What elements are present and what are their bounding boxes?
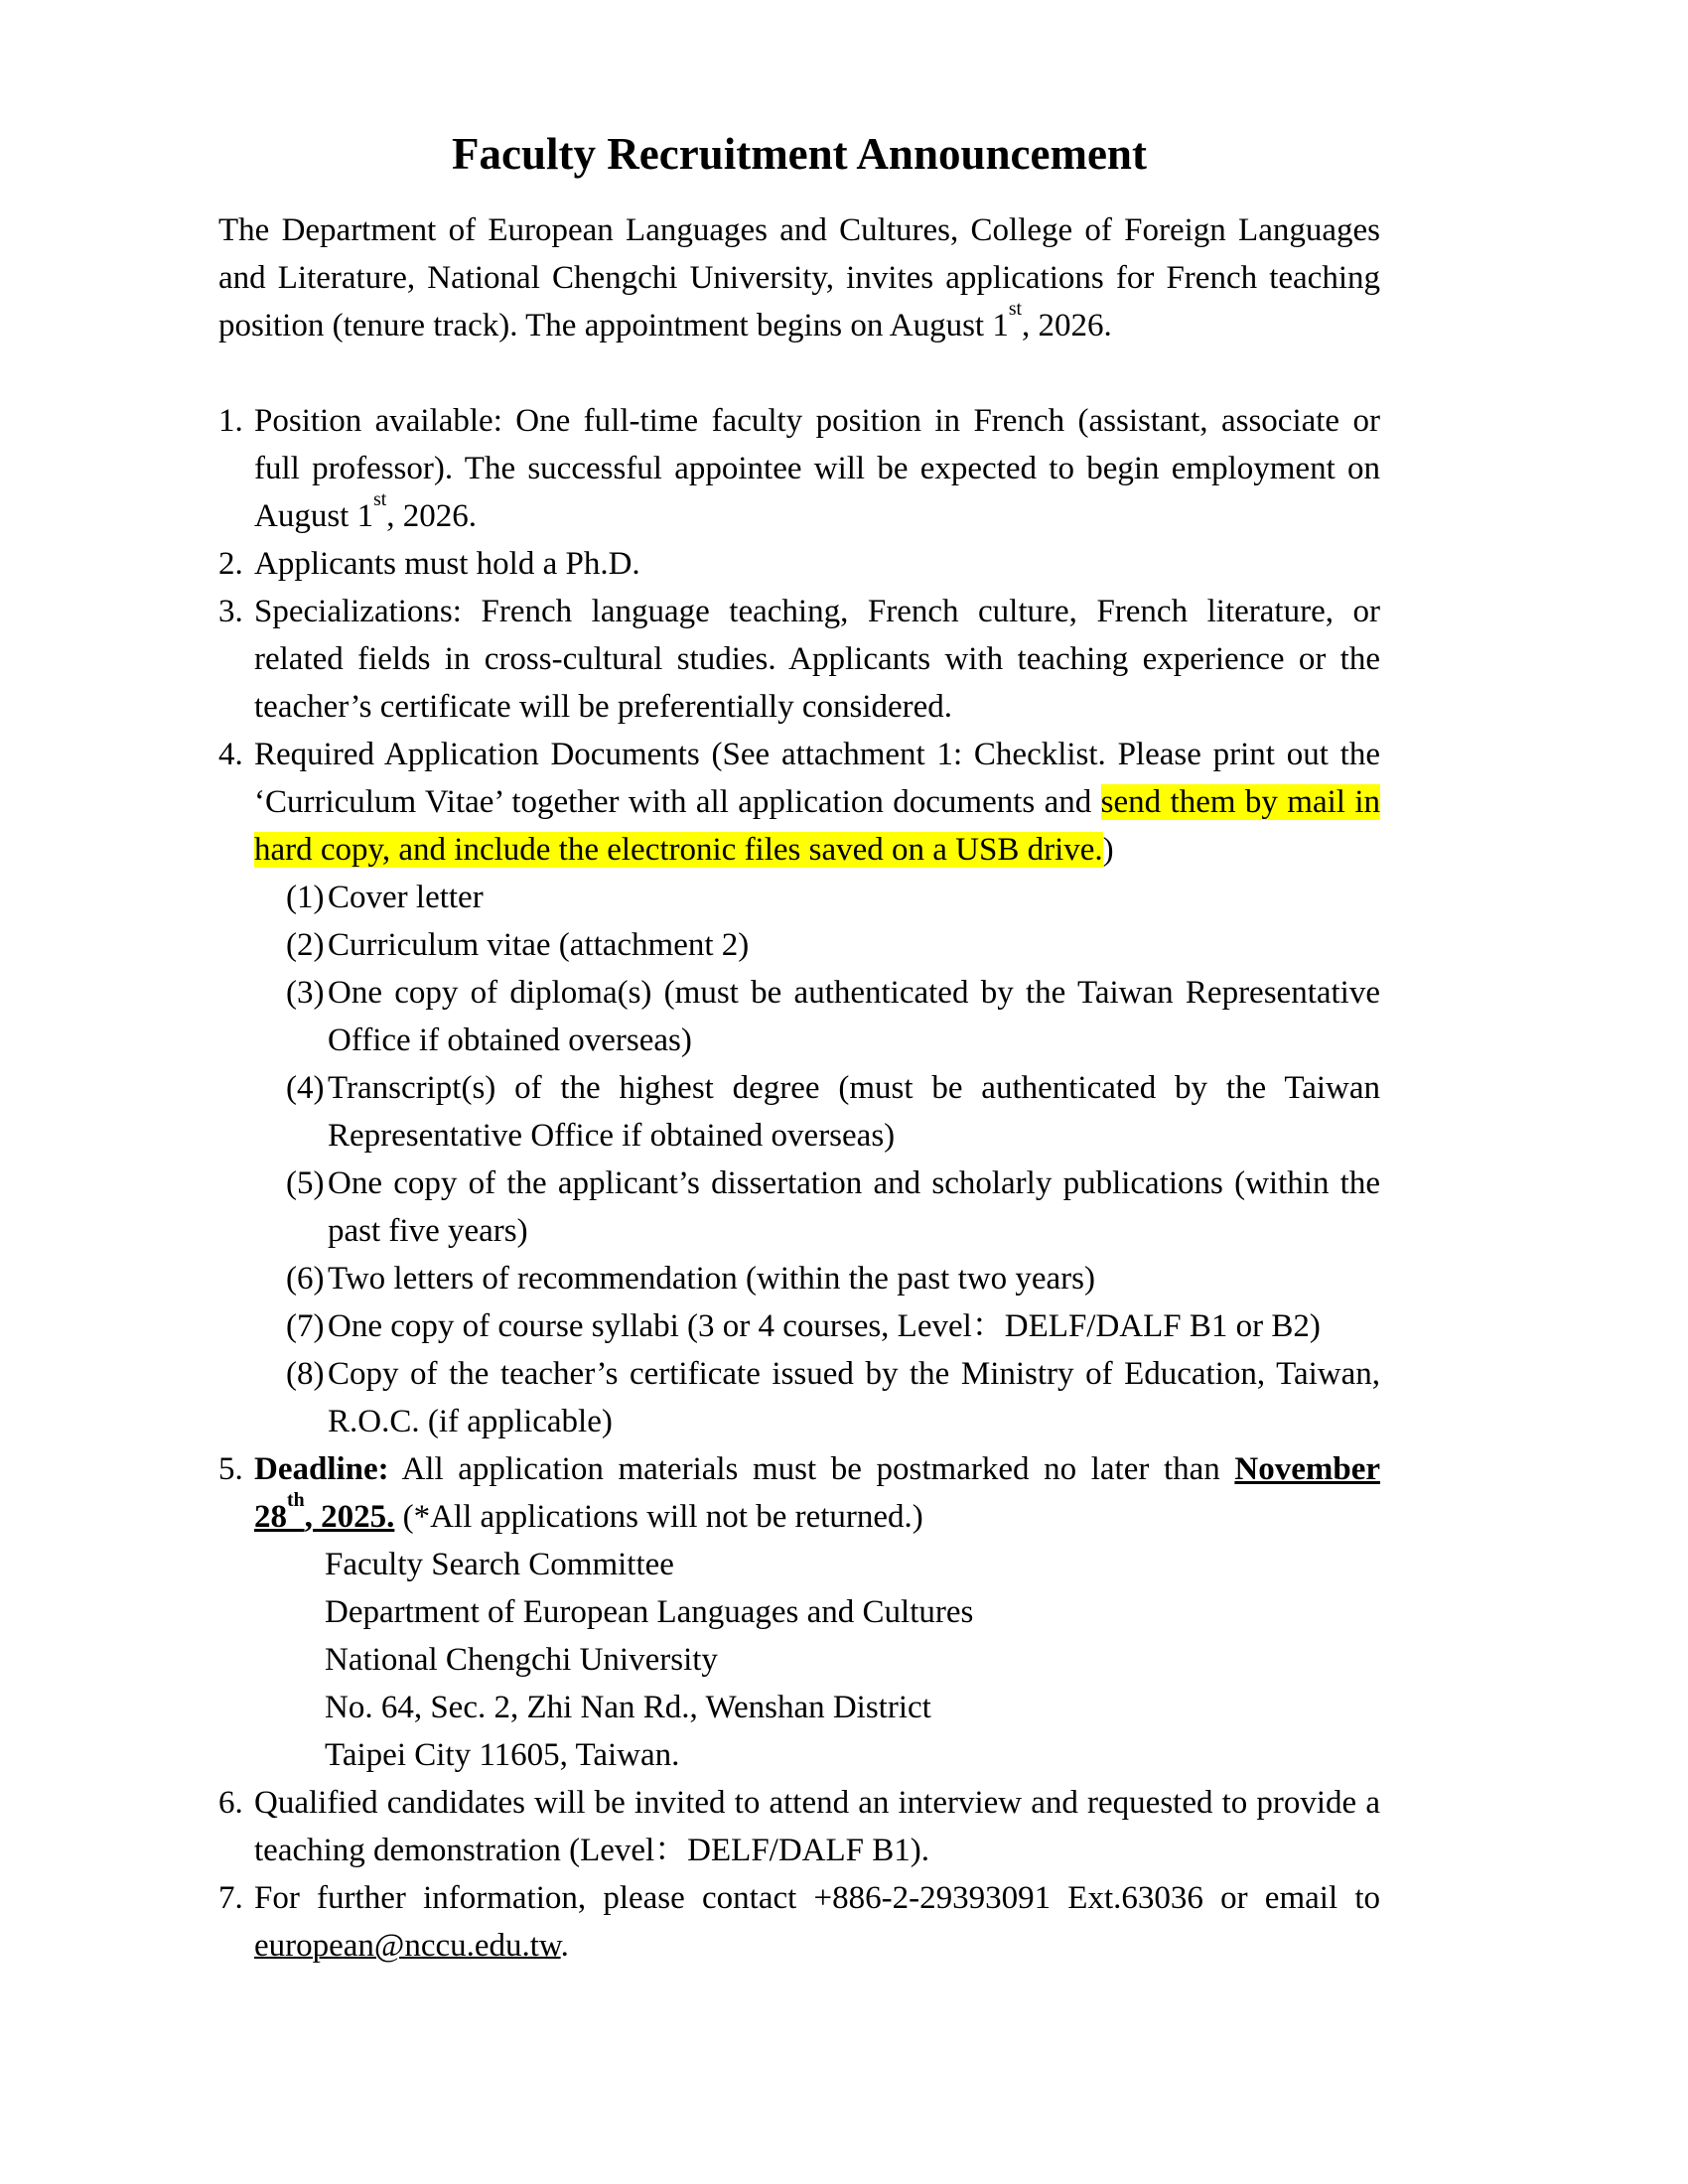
email-link[interactable]: european@nccu.edu.tw: [254, 1928, 561, 1964]
sub-item-7-text: One copy of course syllabi (3 or 4 courses, Level：DELF/DALF B1 or B2): [328, 1308, 1321, 1344]
sub-item-3-text: One copy of diploma(s) (must be authenticated by the Taiwan Representative Office if obtained overseas): [328, 975, 1380, 1058]
list-item-2-text: Applicants must hold a Ph.D.: [254, 546, 640, 582]
intro-text: The Department of European Languages and Cultures, College of Foreign Languages and Literature, National Chengchi University, invites applications for French teaching position (tenure track). The appointment begins on August 1: [218, 212, 1380, 343]
deadline-text: All application materials must be postmarked no later than: [388, 1451, 1235, 1487]
document-title: Faculty Recruitment Announcement: [452, 129, 1147, 179]
list-item-1: [218, 397, 1380, 540]
list-item-7: [218, 1874, 1380, 1970]
sub-item-5: [286, 1160, 1380, 1255]
list-item-7-text: [254, 1874, 1380, 1970]
list-item-3-text: Specializations: French language teaching, French culture, French literature, or related fields in cross-cultural studies. Applicants with teaching experience or the teacher’s certificate will be preferentially considered.: [254, 594, 1380, 725]
intro-text-end: , 2026.: [1022, 308, 1112, 343]
contact-text-end: .: [560, 1928, 569, 1964]
sub-item-2: [286, 921, 1380, 969]
list-item-5: [218, 1445, 1380, 1541]
contact-text: For further information, please contact +886-2-29393091 Ext.63036 or email to: [254, 1880, 1380, 1916]
item1-text: Position available: One full-time faculty position in French (assistant, associate or full professor). The successful appointee will be expected to begin employment on August 1: [254, 403, 1380, 534]
deadline-date-end: , 2025.: [304, 1499, 395, 1535]
list-item-2: [218, 540, 1380, 588]
list-item-5-number: 5.: [218, 1451, 243, 1487]
list-item-1-text: [254, 397, 1380, 540]
address-line-5: Taipei City 11605, Taiwan.: [325, 1737, 680, 1773]
sub-item-3-number: (3): [286, 975, 325, 1011]
sub-item-8-number: (8): [286, 1356, 325, 1392]
sub-item-4: [286, 1064, 1380, 1160]
highlighted-text: send them by mail in hard copy, and include the electronic files saved on a USB drive.: [254, 784, 1380, 868]
list-item-6-text: Qualified candidates will be invited to attend an interview and requested to provide a teaching demonstration (Level：DELF/DALF B1).: [254, 1785, 1380, 1868]
list-item-4-number: 4.: [218, 737, 243, 772]
list-item-6: [218, 1779, 1380, 1874]
mailing-address-block: [325, 1541, 1380, 1779]
sub-item-5-number: (5): [286, 1165, 325, 1201]
sub-item-1: [286, 874, 1380, 921]
list-item-4: [218, 731, 1380, 874]
sub-item-2-text: Curriculum vitae (attachment 2): [328, 927, 750, 963]
item4-text-end: ): [1102, 832, 1114, 868]
list-item-3: [218, 588, 1380, 731]
sub-item-6-text: Two letters of recommendation (within the past two years): [328, 1261, 1095, 1297]
sub-item-8: [286, 1350, 1380, 1445]
item4-text: Required Application Documents (See attachment 1: Checklist. Please print out the ‘Curriculum Vitae’ together with all application documents and: [254, 737, 1380, 820]
deadline-label: Deadline:: [254, 1451, 389, 1487]
address-line-4: No. 64, Sec. 2, Zhi Nan Rd., Wenshan District: [325, 1690, 931, 1725]
sub-item-2-number: (2): [286, 927, 325, 963]
sub-item-5-text: One copy of the applicant’s dissertation and scholarly publications (within the past five years): [328, 1165, 1380, 1249]
ordinal-superscript: st: [1008, 298, 1023, 321]
intro-paragraph: [218, 206, 1380, 349]
deadline-note: (*All applications will not be returned.): [394, 1499, 923, 1535]
address-line-1: Faculty Search Committee: [325, 1547, 674, 1582]
sub-item-8-text: Copy of the teacher’s certificate issued by the Ministry of Education, Taiwan, R.O.C. (if applicable): [328, 1356, 1380, 1439]
address-line-3: National Chengchi University: [325, 1642, 718, 1678]
list-item-4-text: [254, 731, 1380, 874]
sub-item-6: [286, 1255, 1380, 1302]
list-item-6-number: 6.: [218, 1785, 243, 1821]
sub-item-3: [286, 969, 1380, 1064]
sub-item-4-number: (4): [286, 1070, 325, 1106]
list-item-5-text: [254, 1445, 1380, 1541]
sub-item-7: [286, 1302, 1380, 1350]
sub-item-1-number: (1): [286, 880, 325, 915]
list-item-7-number: 7.: [218, 1880, 243, 1916]
sub-item-1-text: Cover letter: [328, 880, 484, 915]
list-item-3-number: 3.: [218, 594, 243, 629]
sub-item-4-text: Transcript(s) of the highest degree (must be authenticated by the Taiwan Representative Office if obtained overseas): [328, 1070, 1380, 1154]
list-item-1-number: 1.: [218, 403, 243, 439]
list-item-2-number: 2.: [218, 546, 243, 582]
deadline-date-start: November 28: [254, 1451, 1380, 1535]
ordinal-superscript: st: [373, 488, 387, 511]
sub-item-7-number: (7): [286, 1308, 325, 1344]
sub-item-6-number: (6): [286, 1261, 325, 1297]
address-line-2: Department of European Languages and Cultures: [325, 1594, 974, 1630]
required-documents-sublist: [286, 874, 1380, 1445]
item1-text-end: , 2026.: [386, 498, 478, 534]
ordinal-superscript: th: [287, 1489, 305, 1512]
